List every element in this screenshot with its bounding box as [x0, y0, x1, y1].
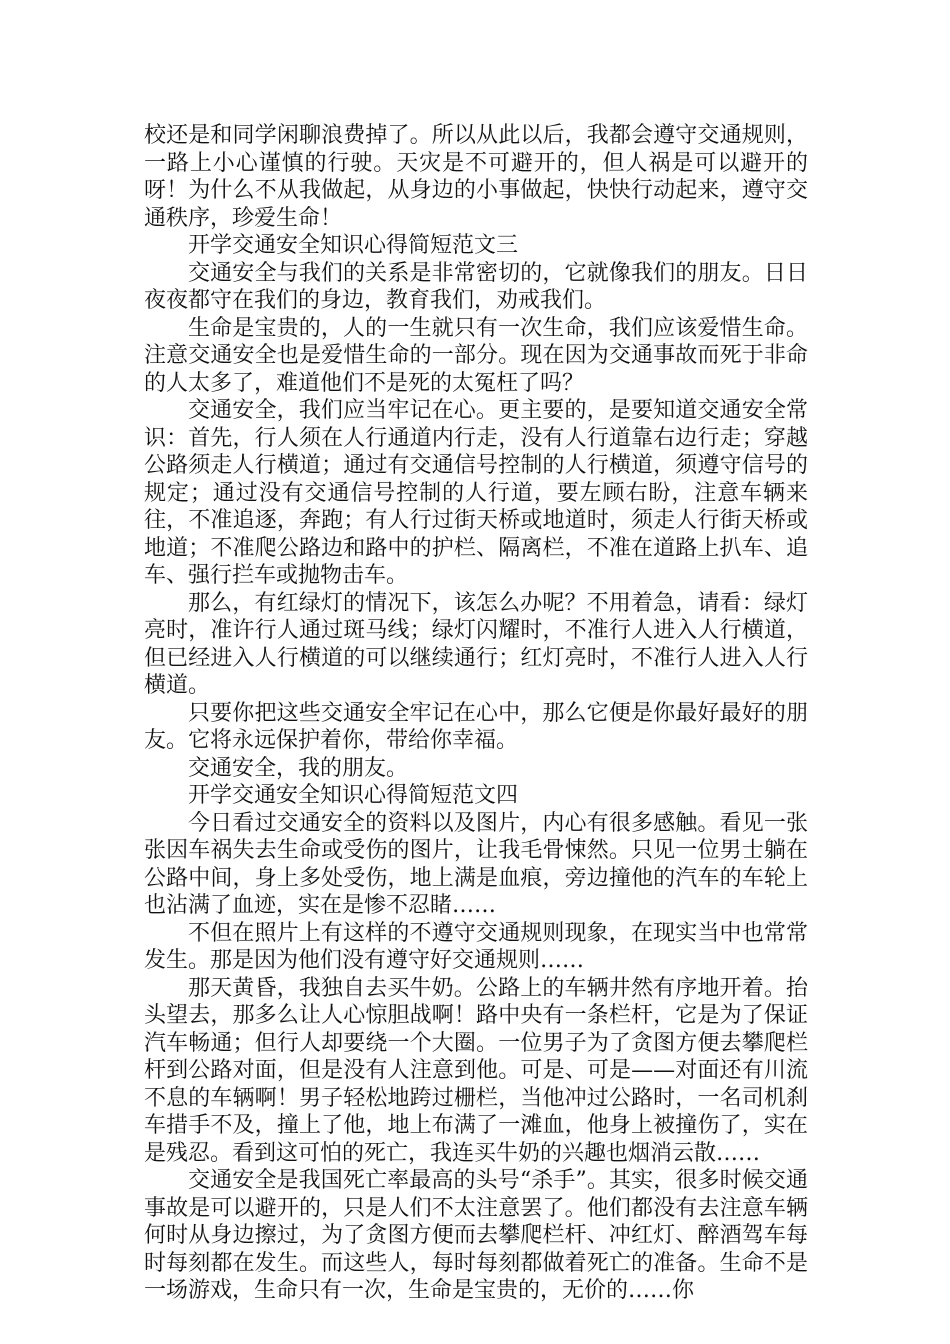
section-heading-4: 开学交通安全知识心得简短范文四 [188, 783, 519, 808]
paragraph-12: 那天黄昏，我独自去买牛奶。公路上的车辆井然有序地开着。抬头望去，那多么让人心惊胆战啊！路中央有一条栏杆，它是为了保证汽车畅通；但行人却要绕一个大圈。一位男子为了贪图方便去攀爬栏杆到公路对面，但是没有人注意到他。可是、可是——对面还有川流不息的车辆啊！男子轻松地跨过栅栏，当他冲过公路时，一名司机刹车措手不及，撞上了他，地上布满了一滩血，他身上被撞伤了，实在是残忍。看到这可怕的死亡，我连买牛奶的兴趣也烟消云散…… [144, 975, 808, 1166]
paragraph-10: 今日看过交通安全的资料以及图片，内心有很多感触。看见一张张因车祸失去生命或受伤的图片，让我毛骨悚然。只见一位男士躺在公路中间，身上多处受伤，地上满是血痕，旁边撞他的汽车的车轮上也沾满了血迹，实在是惨不忍睹…… [144, 810, 808, 918]
section-heading-3: 开学交通安全知识心得简短范文三 [188, 233, 519, 258]
document-body [144, 122, 808, 1305]
paragraph-1: 校还是和同学闲聊浪费掉了。所以从此以后，我都会遵守交通规则，一路上小心谨慎的行驶。天灾是不可避开的，但人祸是可以避开的呀！为什么不从我做起，从身边的小事做起，快快行动起来，遵守交通秩序，珍爱生命！ [144, 123, 808, 231]
paragraph-13: 交通安全是我国死亡率最高的头号“杀手”。其实，很多时候交通事故是可以避开的，只是人们不太注意罢了。他们都没有去注意车辆何时从身边擦过，为了贪图方便而去攀爬栏杆、冲红灯、醉酒驾车每时每刻都在发生。而这些人，每时每刻都做着死亡的准备。生命不是一场游戏，生命只有一次，生命是宝贵的，无价的……你 [144, 1168, 808, 1303]
paragraph-8: 交通安全，我的朋友。 [188, 755, 409, 781]
paragraph-4: 生命是宝贵的，人的一生就只有一次生命，我们应该爱惜生命。注意交通安全也是爱惜生命的一部分。现在因为交通事故而死于非命的人太多了，难道他们不是死的太冤枉了吗？ [144, 315, 808, 396]
paragraph-3: 交通安全与我们的关系是非常密切的，它就像我们的朋友。日日夜夜都守在我们的身边，教育我们，劝戒我们。 [144, 260, 808, 313]
paragraph-7: 只要你把这些交通安全牢记在心中，那么它便是你最好最好的朋友。它将永远保护着你，带给你幸福。 [144, 700, 808, 753]
paragraph-6: 那么，有红绿灯的情况下，该怎么办呢？不用着急，请看：绿灯亮时，准许行人通过斑马线；绿灯闪耀时，不准行人进入人行横道，但已经进入人行横道的可以继续通行；红灯亮时，不准行人进入人行横道。 [144, 590, 808, 698]
paragraph-5: 交通安全，我们应当牢记在心。更主要的，是要知道交通安全常识：首先，行人须在人行通道内行走，没有人行道靠右边行走；穿越公路须走人行横道；通过有交通信号控制的人行横道，须遵守信号的规定；通过没有交通信号控制的人行道，要左顾右盼，注意车辆来往，不准追逐，奔跑；有人行过街天桥或地道时，须走人行街天桥或地道；不准爬公路边和路中的护栏、隔离栏，不准在道路上扒车、追车、强行拦车或抛物击车。 [144, 398, 808, 588]
paragraph-11: 不但在照片上有这样的不遵守交通规则现象，在现实当中也常常发生。那是因为他们没有遵守好交通规则…… [144, 920, 808, 973]
